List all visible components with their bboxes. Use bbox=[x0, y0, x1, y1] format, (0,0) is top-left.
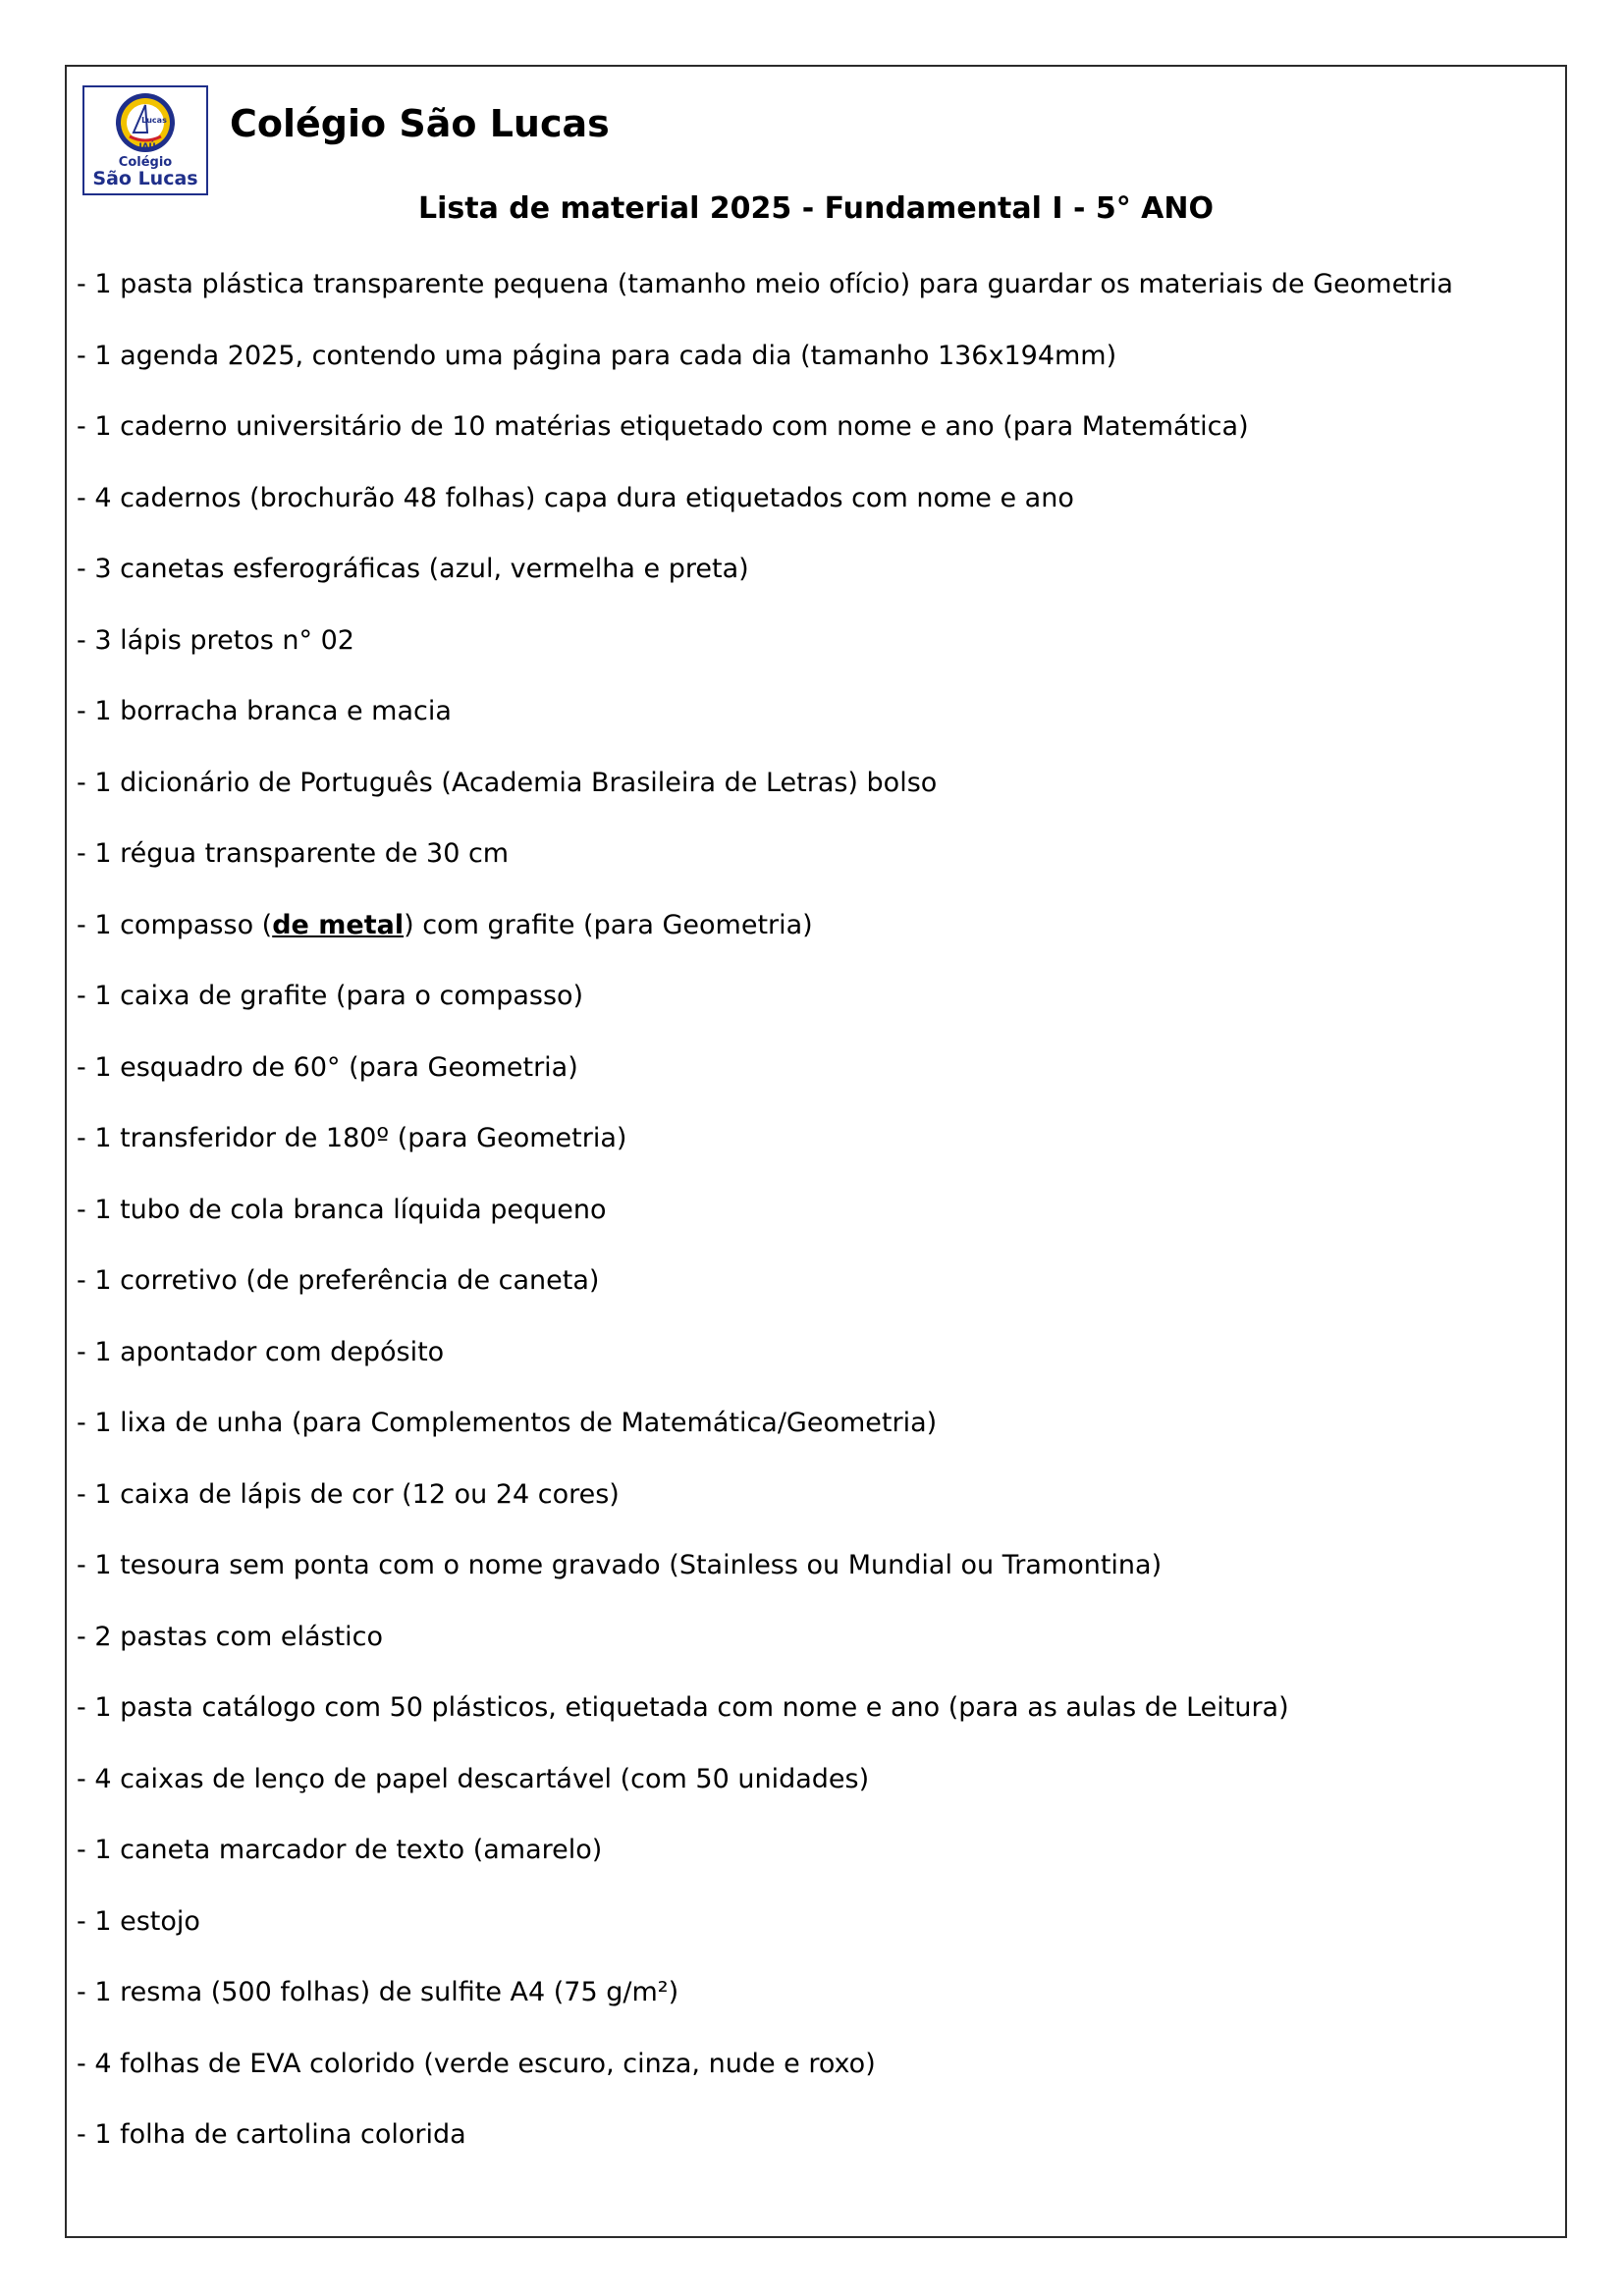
list-item-emphasis: de metal bbox=[272, 909, 405, 940]
list-item: - 1 lixa de unha (para Complementos de Matemática/Geometria) bbox=[77, 1408, 938, 1438]
list-item: - 1 pasta catálogo com 50 plásticos, etiquetada com nome e ano (para as aulas de Leitura) bbox=[77, 1692, 1289, 1723]
list-item: - 1 estojo bbox=[77, 1905, 200, 1937]
list-item: - 3 lápis pretos n° 02 bbox=[77, 624, 354, 656]
list-item: - 1 esquadro de 60° (para Geometria) bbox=[77, 1051, 578, 1083]
logo-text-top: Lucas bbox=[141, 116, 167, 125]
list-item: - 2 pastas com elástico bbox=[77, 1621, 384, 1652]
list-item: - 1 caixa de grafite (para o compasso) bbox=[77, 981, 584, 1011]
logo-text-line2: São Lucas bbox=[92, 168, 198, 189]
school-name: Colégio São Lucas bbox=[230, 102, 610, 145]
list-item: - 1 caderno universitário de 10 matérias etiquetado com nome e ano (para Matemática) bbox=[77, 411, 1249, 442]
list-item-text-before: - 1 compasso ( bbox=[77, 909, 273, 940]
logo-text-line1: Colégio bbox=[118, 155, 173, 170]
list-item: - 1 caneta marcador de texto (amarelo) bbox=[77, 1835, 603, 1865]
list-item: - 1 apontador com depósito bbox=[77, 1336, 445, 1367]
list-item: - 3 canetas esferográficas (azul, vermelha e preta) bbox=[77, 554, 749, 584]
list-item: - 1 caixa de lápis de cor (12 ou 24 cores) bbox=[77, 1478, 620, 1510]
list-item: - 1 régua transparente de 30 cm bbox=[77, 838, 510, 869]
list-item: - 1 dicionário de Português (Academia Brasileira de Letras) bolso bbox=[77, 767, 938, 798]
list-item: - 4 caixas de lenço de papel descartável (com 50 unidades) bbox=[77, 1763, 870, 1794]
list-item: - 1 agenda 2025, contendo uma página para cada dia (tamanho 136x194mm) bbox=[77, 340, 1117, 371]
list-item: - 4 cadernos (brochurão 48 folhas) capa dura etiquetados com nome e ano bbox=[77, 482, 1074, 513]
list-item: - 1 transferidor de 180º (para Geometria) bbox=[77, 1123, 627, 1153]
list-item: - 1 tesoura sem ponta com o nome gravado (Stainless ou Mundial ou Tramontina) bbox=[77, 1550, 1163, 1580]
list-item: - 1 resma (500 folhas) de sulfite A4 (75 g/m²) bbox=[77, 1977, 679, 2007]
list-item: - 1 folha de cartolina colorida bbox=[77, 2119, 466, 2150]
list-item bbox=[77, 906, 1453, 978]
logo-text-city: JAÚ bbox=[138, 142, 156, 152]
list-item: - 1 borracha branca e macia bbox=[77, 696, 452, 726]
list-item-text-after: ) com grafite (para Geometria) bbox=[404, 909, 813, 940]
school-logo-icon bbox=[82, 85, 208, 195]
list-item: - 1 tubo de cola branca líquida pequeno bbox=[77, 1194, 607, 1225]
list-item: - 4 folhas de EVA colorido (verde escuro, cinza, nude e roxo) bbox=[77, 2048, 876, 2079]
list-title: Lista de material 2025 - Fundamental I - 5° ANO bbox=[418, 191, 1214, 226]
material-list bbox=[77, 265, 1453, 2187]
list-item: - 1 pasta plástica transparente pequena (tamanho meio ofício) para guardar os materiais de Geometria bbox=[77, 269, 1453, 299]
list-item: - 1 corretivo (de preferência de caneta) bbox=[77, 1265, 600, 1296]
